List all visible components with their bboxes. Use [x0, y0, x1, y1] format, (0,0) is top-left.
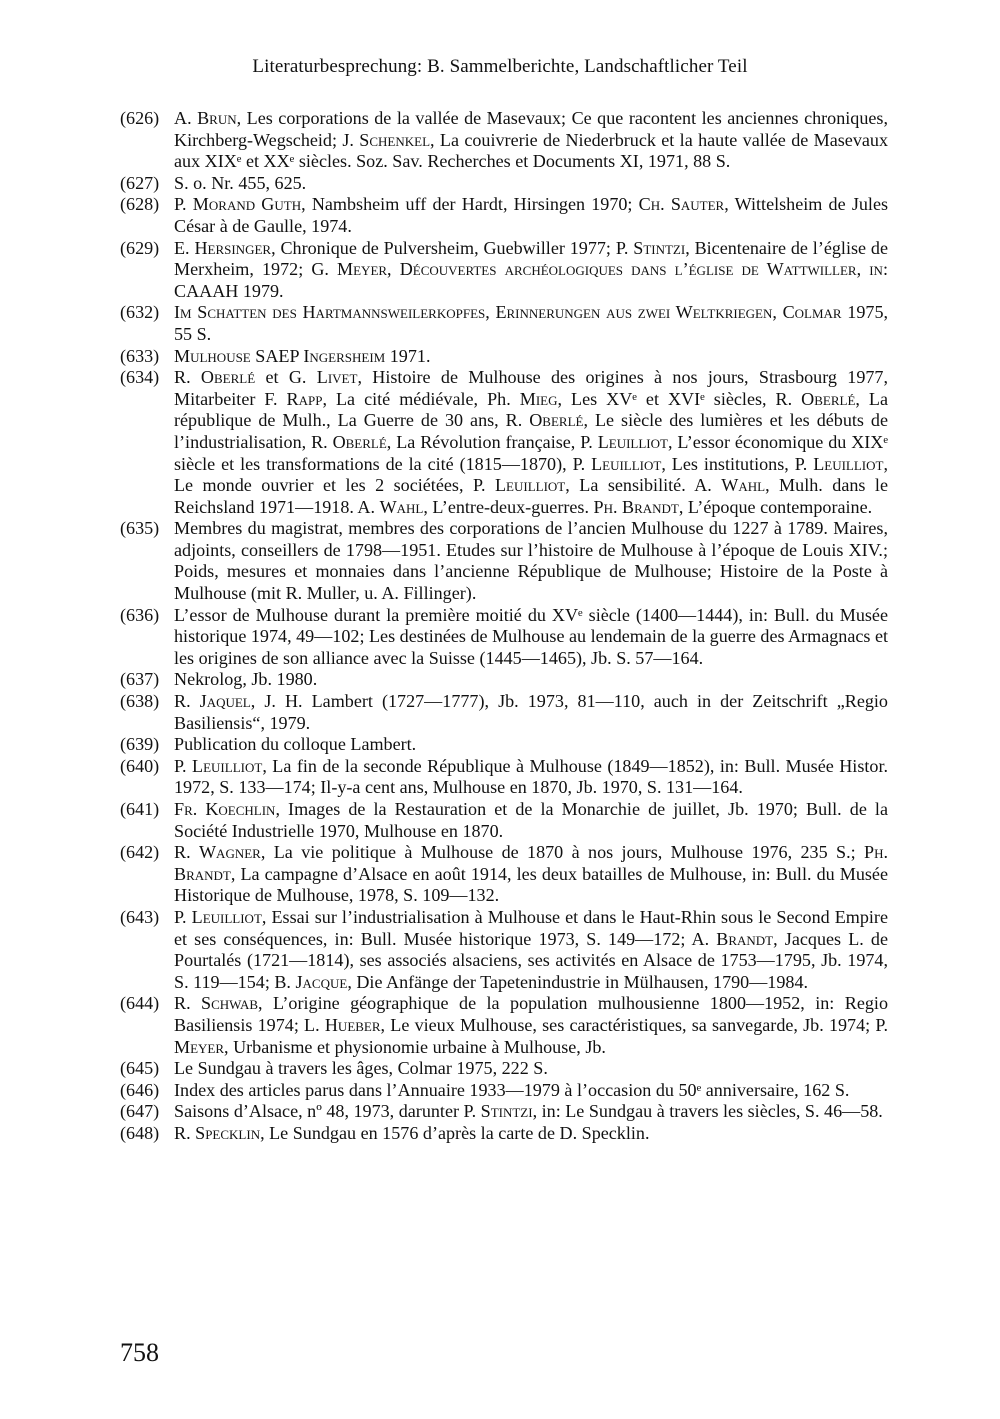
entry-number: (632) [120, 302, 160, 323]
entry-text-segment: , Le monde ouvrier et les 2 sociétées, P. [174, 453, 889, 496]
entry-text [174, 842, 888, 907]
entry-text-segment: R. [174, 842, 199, 863]
entry-text-segment: , Les institutions, P. [661, 453, 814, 474]
author-name: Specklin [195, 1122, 261, 1143]
entry-text [174, 605, 888, 670]
author-name: Meyer [174, 1036, 225, 1057]
entry-text-segment: E. [174, 237, 195, 258]
author-name: Leuilliot [191, 906, 262, 927]
author-name: Ph. Brandt [174, 842, 888, 884]
bibliography-entry [120, 302, 888, 345]
bibliography-entry [120, 669, 888, 691]
entry-text-segment: Le Sundgau à travers les âges, Colmar 1975, 222 S. [174, 1058, 548, 1079]
entry-number: (627) [120, 172, 160, 193]
entry-number: (633) [120, 345, 160, 366]
entry-text [174, 756, 888, 799]
entry-number: (626) [120, 108, 160, 128]
entry-number: (634) [120, 367, 160, 388]
entry-text-segment: , La république de Mulh., La Guerre de 30 ans, R. [174, 388, 889, 431]
author-name: Ch. Sauter [638, 194, 725, 215]
author-name: Rapp [286, 388, 323, 409]
author-name: Leuilliot [591, 453, 662, 474]
bibliography-entry [120, 108, 888, 173]
entry-text-segment: 1975, 55 S. [174, 302, 889, 344]
entry-text-segment: R. [174, 367, 201, 388]
entry-text [174, 238, 888, 303]
author-name: Wahl [721, 475, 766, 496]
entry-number: (629) [120, 237, 160, 258]
author-name: Schwab [201, 993, 259, 1014]
author-name: Oberlé [332, 431, 387, 452]
entry-text [174, 518, 888, 604]
entry-number: (639) [120, 734, 160, 755]
entry-number: (638) [120, 691, 160, 712]
author-name: Brun [197, 108, 237, 128]
author-name: Stintzi [480, 1101, 533, 1122]
entry-number: (645) [120, 1058, 160, 1079]
entry-text [174, 1123, 888, 1145]
entry-text [174, 669, 888, 691]
bibliography-entry [120, 993, 888, 1058]
author-name: Leuilliot [813, 453, 884, 474]
entry-text-segment: R. [174, 993, 202, 1014]
entry-text-segment: , La fin de la seconde République à Mulhouse (1849—1852), in: Bull. Musée Histor. 1972, S. 133—174; Il-y-a cent ans, Mulhouse en 1870, Jb. 1970, S. 131—164. [174, 755, 888, 798]
author-name: Morand Guth [192, 194, 302, 215]
author-name: Leuilliot [192, 755, 263, 776]
entry-text-segment: , Les corporations de la vallée de Masevaux; Ce que racontent les anciennes chroniques, Kirchberg-Wegscheid; J. [174, 108, 888, 150]
author-name: Fr. Koechlin [174, 799, 276, 819]
bibliography-entry [120, 173, 888, 195]
entry-text-segment: et G. [255, 367, 317, 388]
entry-text-segment: L’essor de Mulhouse durant la première moitié du XVᵉ siècle (1400—1444), in: Bull. du Musée historique 1974, 49—102; Les destinées de Mulhouse au lendemain de la guerre des Armagnacs et les origines de son alliance avec la Suisse (1445—1465), Jb. S. 57—164. [174, 604, 889, 668]
bibliography-entry [120, 518, 888, 604]
bibliography-entry [120, 1080, 888, 1102]
entry-text-segment: , Chronique de Pulversheim, Guebwiller 1977; P. [271, 237, 634, 258]
entry-text [174, 173, 888, 195]
author-name: Schenkel [359, 129, 431, 150]
entry-text-segment: Nekrolog, Jb. 1980. [174, 669, 318, 690]
entry-text [174, 799, 888, 842]
entry-text-segment: , Die Anfänge der Tapetenindustrie in Mülhausen, 1790—1984. [347, 971, 809, 992]
author-name: Im Schatten des Hartmannsweilerkopfes, Erinnerungen aus zwei Weltkriegen, Colmar [174, 302, 842, 323]
entry-text-segment: , La cité médiévale, Ph. [322, 388, 520, 409]
entry-text [174, 367, 888, 518]
entry-text-segment: , La sensibilité. A. [565, 475, 722, 496]
author-name: Brandt [716, 928, 774, 949]
entry-number: (643) [120, 906, 160, 927]
entry-text-segment: Saisons d’Alsace, nº 48, 1973, darunter P. [174, 1101, 481, 1122]
entry-text-segment: P. [174, 194, 193, 215]
running-head: Literaturbesprechung: B. Sammelberichte, Landschaftlicher Teil [252, 56, 748, 77]
entry-number: (628) [120, 194, 160, 215]
entry-text-segment: , La Révolution française, P. [386, 431, 598, 452]
bibliography-entry [120, 194, 888, 237]
entry-text-segment: , Les XVᵉ et XVIᵉ siècles, R. [557, 388, 802, 409]
entry-text [174, 1101, 888, 1123]
author-name: Stintzi [633, 237, 686, 258]
bibliography-entry [120, 605, 888, 670]
entry-text-segment: , Nambsheim uff der Hardt, Hirsingen 1970; [301, 194, 639, 215]
bibliography-entry [120, 907, 888, 993]
entry-number: (637) [120, 669, 160, 690]
entry-text [174, 194, 888, 237]
entry-text-segment: , Le Sundgau en 1576 d’après la carte de D. Specklin. [260, 1122, 650, 1143]
entry-text-segment: , L’époque contemporaine. [678, 496, 873, 517]
entry-text-segment: , in: Le Sundgau à travers les siècles, S. 46—58. [532, 1101, 883, 1122]
author-name: Wagner [198, 842, 261, 863]
entry-number: (635) [120, 518, 160, 539]
entry-text-segment: S. o. Nr. 455, 625. [174, 172, 307, 193]
bibliography-entry [120, 1101, 888, 1123]
entry-text-segment: , J. H. Lambert (1727—1777), Jb. 1973, 81—110, auch in der Zeitschrift „Regio Basiliensis“, 1979. [174, 691, 888, 733]
bibliography-entry [120, 238, 888, 303]
author-name: Oberlé [529, 410, 584, 431]
entry-number: (646) [120, 1079, 160, 1100]
entry-number: (647) [120, 1101, 160, 1122]
entry-text-segment: Index des articles parus dans l’Annuaire 1933—1979 à l’occasion du 50ᵉ anniversaire, 162 S. [174, 1079, 850, 1100]
entry-text-segment: P. [174, 755, 193, 776]
entry-text-segment: , Bicentenaire de l’église de Merxheim, 1972; G. [174, 237, 888, 280]
entry-text-segment: CAAAH 1979. [174, 280, 284, 301]
entry-text [174, 691, 888, 734]
entry-text [174, 993, 888, 1058]
author-name: Leuilliot [597, 431, 668, 452]
entry-text-segment: , Images de la Restauration et de la Monarchie de juillet, Jb. 1970; Bull. de la Société Industrielle 1970, Mulhouse en 1870. [174, 799, 888, 841]
bibliography-entry [120, 346, 888, 368]
entry-text-segment: , L’entre-deux-guerres. [423, 496, 594, 517]
entry-text-segment: , La vie politique à Mulhouse de 1870 à nos jours, Mulhouse 1976, 235 S.; [260, 842, 865, 863]
entry-text-segment: , L’origine géographique de la population mulhousienne 1800—1952, in: Regio Basiliensis 1974; L. [174, 993, 888, 1035]
entry-text-segment: , Wittelsheim de Jules César à de Gaulle, 1974. [174, 194, 889, 236]
author-name: Oberlé [801, 388, 856, 409]
author-name: Livet [316, 367, 358, 388]
entry-text [174, 302, 888, 345]
entry-text [174, 346, 888, 368]
entry-text-segment: Membres du magistrat, membres des corporations de l’ancien Mulhouse du 1227 à 1789. Maires, adjoints, conseillers de 1798—1951. Etudes sur l’histoire de Mulhouse à l’époque de Louis XIV.; Poids, mesures et monnaies dans l’ancienne République de Mulhouse; Histoire de la Poste à Mulhouse (mit R. Muller, u. A. Fillinger). [174, 518, 888, 604]
entry-text [174, 1058, 888, 1080]
author-name: Jaquel [199, 691, 251, 712]
entry-text-segment: P. [174, 906, 192, 927]
entry-text-segment: R. [174, 691, 200, 712]
author-name: Hueber [324, 1014, 381, 1035]
entry-text [174, 108, 888, 173]
entry-text-segment: , Le vieux Mulhouse, ses caractéristiques, sa sanvegarde, Jb. 1974; P. [380, 1014, 888, 1035]
author-name: Jacque [295, 971, 348, 992]
author-name: Leuilliot [495, 475, 566, 496]
entry-number: (641) [120, 799, 160, 819]
entry-text [174, 1080, 888, 1102]
entry-text-segment: Publication du colloque Lambert. [174, 734, 417, 755]
entry-text-segment: , Jacques L. de Pourtalés (1721—1814), ses associés alsaciens, ses activités en Alsace de 1753—1795, Jb. 1974, S. 119—154; B. [174, 928, 888, 992]
author-name: Mieg [519, 388, 558, 409]
author-name: Oberlé [200, 367, 256, 388]
entry-number: (642) [120, 842, 160, 863]
bibliography-entry [120, 1123, 888, 1145]
entry-text [174, 907, 888, 993]
author-name: Mulhouse SAEP Ingersheim [174, 345, 386, 366]
bibliography-entry [120, 691, 888, 734]
author-name: Hersinger [194, 237, 272, 258]
bibliography-entry [120, 799, 888, 842]
entry-number: (648) [120, 1122, 160, 1143]
entry-text-segment: , La couivrerie de Niederbruck et la haute vallée de Masevaux aux XIXᵉ et XXᵉ siècles. Soz. Sav. Recherches et Documents XI, 1971, 88 S. [174, 129, 888, 172]
entry-number: (636) [120, 604, 160, 625]
author-name: Wahl [379, 496, 424, 517]
bibliography-entry [120, 756, 888, 799]
bibliography-entry [120, 1058, 888, 1080]
entry-text-segment: R. [174, 1122, 196, 1143]
bibliography-list [120, 108, 888, 1145]
entry-number: (640) [120, 755, 160, 776]
entry-text-segment: , La campagne d’Alsace en août 1914, les deux batailles de Mulhouse, in: Bull. du Musée Historique de Mulhouse, 1978, S. 109—132. [174, 863, 888, 906]
bibliography-entry [120, 842, 888, 907]
entry-text-segment: 1971. [385, 345, 431, 366]
entry-text-segment: , Essai sur l’industrialisation à Mulhouse et dans le Haut-Rhin sous le Second Empire et ses conséquences, in: Bull. Musée historique 1973, S. 149—172; A. [174, 906, 888, 949]
entry-number: (644) [120, 993, 160, 1014]
entry-text-segment: , Urbanisme et physionomie urbaine à Mulhouse, Jb. [224, 1036, 606, 1057]
page-number: 758 [120, 1338, 159, 1367]
author-name: Ph. Brandt [593, 496, 679, 517]
entry-text-segment: , L’essor économique du XIXᵉ siècle et les transformations de la cité (1815—1870), P. [174, 431, 888, 474]
entry-text-segment: A. [174, 108, 198, 128]
bibliography-entry [120, 734, 888, 756]
entry-text-segment: , Mulh. dans le Reichsland 1971—1918. A. [174, 475, 888, 517]
entry-text-segment: , Le siècle des lumières et les débuts de l’industrialisation, R. [174, 410, 888, 452]
author-name: Meyer, Découvertes archéologiques dans l’église de Wattwiller, in: [337, 259, 888, 280]
entry-text [174, 734, 888, 756]
bibliography-entry [120, 367, 888, 518]
entry-text-segment: , Histoire de Mulhouse des origines à nos jours, Strasbourg 1977, Mitarbeiter F. [174, 367, 889, 409]
